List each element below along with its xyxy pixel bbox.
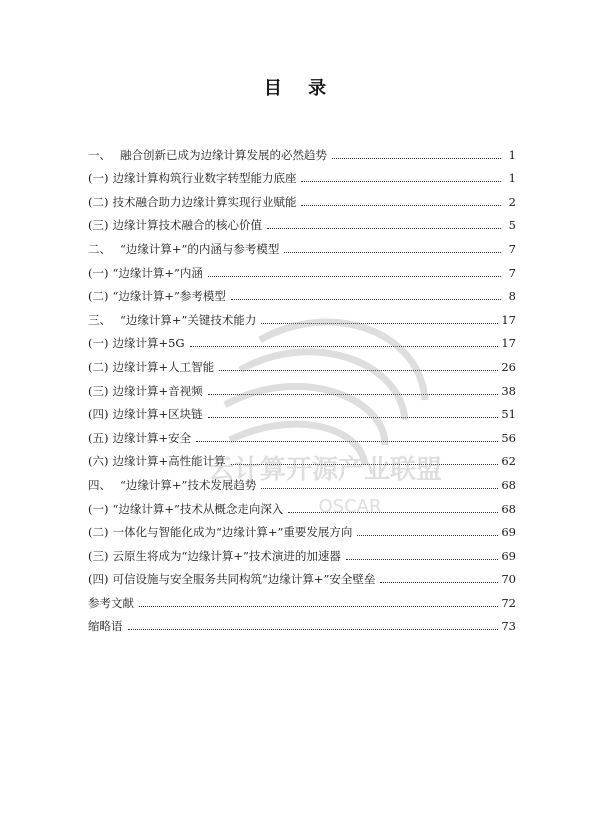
toc-entry[interactable] <box>88 256 516 280</box>
toc-entry-number: 二、 <box>88 241 111 256</box>
toc-entry-number: (一) <box>88 171 109 186</box>
toc-entry-title: “边缘计算+”技术发展趋势 <box>120 477 257 492</box>
toc-entry-label <box>88 549 343 563</box>
dot-leader <box>208 276 501 277</box>
toc-entry-page: 5 <box>508 218 516 233</box>
toc-entry-title: “边缘计算+”内涵 <box>112 265 203 280</box>
toc-entry[interactable] <box>88 492 516 516</box>
toc-entry-page: 68 <box>501 477 516 492</box>
dot-leader <box>139 606 498 607</box>
toc-entry-number: (二) <box>88 194 109 209</box>
dot-leader <box>231 299 501 300</box>
toc-entry[interactable] <box>88 303 516 327</box>
toc-entry-number: (一) <box>88 336 109 351</box>
toc-entry-page: 72 <box>501 595 516 610</box>
dot-leader <box>380 582 498 583</box>
toc-entry-page: 69 <box>501 548 516 563</box>
dot-leader <box>261 323 498 324</box>
dot-leader <box>267 228 501 229</box>
toc-entry[interactable] <box>88 398 516 422</box>
toc-entry-number: 四、 <box>88 477 111 492</box>
toc-entry-page: 51 <box>501 407 516 422</box>
toc-entry[interactable] <box>88 445 516 469</box>
toc-entry-title: “边缘计算+”的内涵与参考模型 <box>120 241 280 256</box>
toc-entry-page: 1 <box>508 171 516 186</box>
toc-entry-label <box>88 336 187 350</box>
toc-entry-number: (二) <box>88 289 109 304</box>
toc-entry[interactable] <box>88 374 516 398</box>
dot-leader <box>357 535 498 536</box>
toc-entry-page: 8 <box>508 289 516 304</box>
toc-entry-label <box>88 572 377 586</box>
toc-entry-number: (三) <box>88 218 109 233</box>
toc-entry-page: 70 <box>501 572 516 587</box>
dot-leader <box>332 158 501 159</box>
dot-leader <box>346 559 498 560</box>
toc-entry-title: 缩略语 <box>88 619 123 634</box>
toc-entry-title: 一体化与智能化成为“边缘计算+”重要发展方向 <box>112 525 353 540</box>
toc-entry-label <box>88 289 228 303</box>
dot-leader <box>208 417 499 418</box>
toc-entry[interactable] <box>88 209 516 233</box>
toc-entry-label <box>88 596 136 610</box>
toc-entry[interactable] <box>88 586 516 610</box>
toc-entry[interactable] <box>88 563 516 587</box>
toc-entry-number: (三) <box>88 383 109 398</box>
toc-entry-label <box>88 384 205 398</box>
dot-leader <box>231 464 499 465</box>
toc-entry[interactable] <box>88 162 516 186</box>
toc-entry-title: 边缘计算+安全 <box>112 430 192 445</box>
toc-entry-title: 云原生将成为“边缘计算+”技术演进的加速器 <box>112 548 341 563</box>
dot-leader <box>301 181 501 182</box>
toc-entry[interactable] <box>88 516 516 540</box>
toc-entry-number: (五) <box>88 430 109 445</box>
toc-entry-title: “边缘计算+”关键技术能力 <box>120 312 257 327</box>
toc-entry-number: 一、 <box>88 147 111 162</box>
toc-entry-label <box>88 195 298 209</box>
toc-entry-label <box>88 431 193 445</box>
toc-entry[interactable] <box>88 539 516 563</box>
toc-entry-title: “边缘计算+”参考模型 <box>112 289 226 304</box>
dot-leader <box>288 512 498 513</box>
toc-entry-page: 2 <box>508 194 516 209</box>
toc-entry[interactable] <box>88 280 516 304</box>
toc-entry-number: (一) <box>88 501 109 516</box>
toc-entry-number: (四) <box>88 572 109 587</box>
toc-entry-title: 边缘计算+人工智能 <box>112 359 215 374</box>
toc-entry-title: 融合创新已成为边缘计算发展的必然趋势 <box>120 147 327 162</box>
toc-entry[interactable] <box>88 185 516 209</box>
dot-leader <box>208 394 499 395</box>
toc-entry[interactable] <box>88 327 516 351</box>
toc-entry[interactable] <box>88 610 516 634</box>
toc-entry-label <box>88 242 281 256</box>
dot-leader <box>196 441 498 442</box>
toc-entry-label <box>88 148 329 162</box>
dot-leader <box>261 488 498 489</box>
toc-entry-number: 三、 <box>88 312 111 327</box>
toc-entry-page: 7 <box>508 241 516 256</box>
toc-entry-label <box>88 454 228 468</box>
toc-entry-label <box>88 313 258 327</box>
toc-entry-page: 7 <box>508 265 516 280</box>
toc-entry-page: 26 <box>501 359 516 374</box>
toc-entry-page: 73 <box>501 619 516 634</box>
toc-entry-page: 62 <box>501 454 516 469</box>
toc-entry-page: 69 <box>501 525 516 540</box>
toc-entry-label <box>88 502 285 516</box>
toc-entry-title: 边缘计算+区块链 <box>112 407 203 422</box>
toc-entry-page: 56 <box>501 430 516 445</box>
toc-entry-title: 边缘计算构筑行业数字转型能力底座 <box>112 171 297 186</box>
toc-entry[interactable] <box>88 350 516 374</box>
toc-entry-title: 可信设施与安全服务共同构筑“边缘计算+”安全壁垒 <box>112 572 376 587</box>
toc-entry-number: (六) <box>88 454 109 469</box>
toc-entry-number: (四) <box>88 407 109 422</box>
toc-entry-title: 边缘计算+音视频 <box>112 383 203 398</box>
toc-entry-label <box>88 171 298 185</box>
toc-entry-title: 参考文献 <box>88 595 134 610</box>
toc-entry[interactable] <box>88 232 516 256</box>
toc-entry-number: (三) <box>88 548 109 563</box>
toc-entry-title: 技术融合助力边缘计算实现行业赋能 <box>112 194 297 209</box>
toc-entry-title: 边缘计算+高性能计算 <box>112 454 226 469</box>
toc-entry-number: (二) <box>88 359 109 374</box>
toc-entry-number: (一) <box>88 265 109 280</box>
dot-leader <box>301 205 501 206</box>
toc-entry-page: 68 <box>501 501 516 516</box>
toc-entry-label <box>88 407 205 421</box>
toc-entry-title: “边缘计算+”技术从概念走向深入 <box>112 501 284 516</box>
toc-entry[interactable] <box>88 421 516 445</box>
toc-entry-page: 17 <box>501 336 516 351</box>
toc-entry-page: 17 <box>501 312 516 327</box>
toc-entry-label <box>88 525 354 539</box>
toc-entry[interactable] <box>88 468 516 492</box>
table-of-contents <box>88 138 516 633</box>
dot-leader <box>219 370 498 371</box>
watermark-subtext: OSCAR <box>318 496 382 517</box>
watermark-text: 云计算开源产业联盟 <box>207 455 443 485</box>
toc-entry-title: 边缘计算技术融合的核心价值 <box>112 218 262 233</box>
page-title: 目 录 <box>263 78 337 99</box>
toc-entry-label <box>88 266 205 280</box>
dot-leader <box>284 252 501 253</box>
toc-entry-label <box>88 360 216 374</box>
toc-entry-label <box>88 478 258 492</box>
toc-entry-label <box>88 619 125 633</box>
toc-entry-number: (二) <box>88 525 109 540</box>
dot-leader <box>128 629 499 630</box>
toc-entry-page: 38 <box>501 383 516 398</box>
toc-entry-label <box>88 218 264 232</box>
dot-leader <box>190 346 499 347</box>
toc-entry[interactable] <box>88 138 516 162</box>
toc-entry-page: 1 <box>508 147 516 162</box>
toc-entry-title: 边缘计算+5G <box>112 336 185 351</box>
